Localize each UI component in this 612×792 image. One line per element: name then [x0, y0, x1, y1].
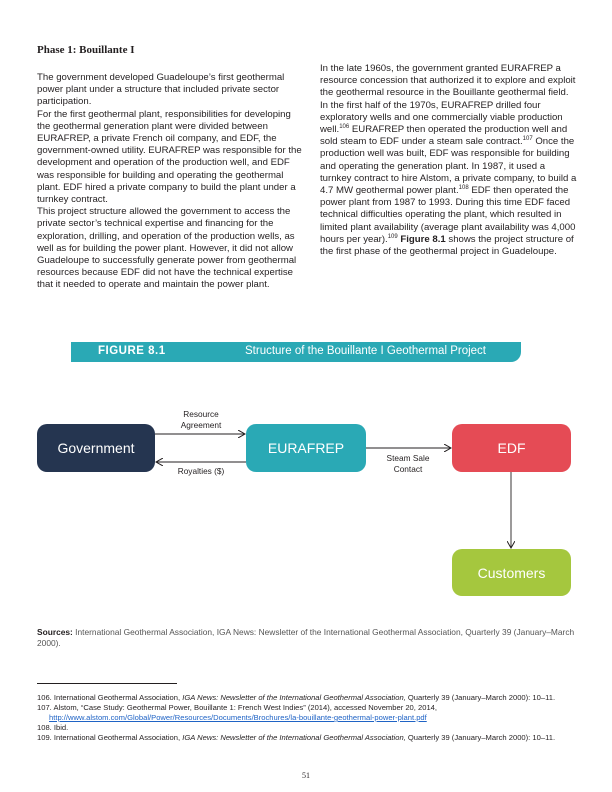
- page-number: 51: [302, 771, 310, 780]
- footnote-number: 106.: [37, 693, 52, 702]
- footnote-106: [37, 693, 577, 703]
- steam-sale-label: Steam Sale Contact: [386, 453, 430, 474]
- footnote-link[interactable]: http://www.alstom.com/Global/Power/Resources/Documents/Brochures/la-bouillante-geothermal-power-plant.pdf: [49, 713, 427, 722]
- edf-node: EDF: [452, 424, 571, 472]
- customers-node: Customers: [452, 549, 571, 596]
- figure-reference[interactable]: Figure 8.1: [400, 233, 446, 245]
- figure-title: Structure of the Bouillante I Geothermal Project: [245, 345, 486, 357]
- footnote-divider: [37, 683, 177, 684]
- eurafrep-node: EURAFREP: [246, 424, 366, 472]
- government-node: Government: [37, 424, 155, 472]
- footnote-text: Ibid.: [51, 723, 69, 732]
- sources-label: Sources:: [37, 627, 73, 637]
- footnote-ref-108[interactable]: 108: [458, 184, 469, 191]
- footnote-text: Quarterly 39 (January–March 2000): 10–11.: [405, 733, 556, 742]
- paragraph-structure-outcome: This project structure allowed the government to access the private sector’s technical expertise and financing for the exploration, drilling, and operation of the production wells, as well as for building the power plant. However, it did not allow Guadeloupe to successfully generate power from geothermal resources because EDF did not have the technical expertise that it needed to operate and maintain the power plant.: [37, 206, 297, 291]
- footnote-ref-106[interactable]: 106: [339, 123, 350, 130]
- footnote-number: 109.: [37, 733, 52, 742]
- footnote-number: 107.: [37, 703, 52, 712]
- figure-label: FIGURE 8.1: [98, 345, 166, 357]
- history-text-3: Once the production well was built, EDF was responsible for building and operating the generation plant. In 1987, it used a turnkey contract to hire Alstom, a private company, to build a 4.7 MW geothermal power plant.: [320, 136, 577, 197]
- footnotes: [37, 693, 577, 743]
- history-text-1: In the late 1960s, the government granted EURAFREP a resource concession that authorized it to explore and exploit the geothermal resource in the Bouillante geothermal field. In the first half of the 1970s, EURAFREP drilled four exploratory wells and one commercially viable production well.: [320, 63, 576, 136]
- history-text-5: shows the project structure of the first phase of the geothermal project in Guadeloupe.: [320, 233, 574, 258]
- history-text-4: EDF then operated the power plant from 1987 to 1993. During this time EDF faced technical difficulties operating the plant, which resulted in limited plant availability (average plant availability was 4,000 hours per year).: [320, 185, 576, 245]
- footnote-text: International Geothermal Association,: [51, 733, 183, 742]
- footnote-109: [37, 733, 577, 743]
- footnote-number: 108.: [37, 723, 52, 732]
- royalties-label: Royalties ($): [177, 466, 225, 476]
- sources-text: International Geothermal Association, IGA News: Newsletter of the International Geothermal Association, Quarterly 39 (January–March 2000).: [37, 627, 575, 648]
- resource-agreement-label: Resource Agreement: [180, 409, 222, 430]
- footnote-ref-107[interactable]: 107: [522, 136, 533, 143]
- figure-sources: [37, 627, 577, 649]
- footnote-108: [37, 723, 577, 733]
- footnote-text: Quarterly 39 (January–March 2000): 10–11.: [405, 693, 556, 702]
- history-text-2: EURAFREP then operated the production well and sold steam to EDF under a steam sale contract.: [320, 124, 568, 148]
- footnote-publication: IGA News: Newsletter of the International Geothermal Association,: [182, 733, 406, 742]
- section-heading: Phase 1: Bouillante I: [37, 44, 135, 56]
- footnote-ref-109[interactable]: 109: [387, 233, 398, 240]
- paragraph-intro: The government developed Guadeloupe’s first geothermal power plant under a structure that included private sector participation.: [37, 72, 285, 108]
- footnote-text: Alstom, “Case Study: Geothermal Power, Bouillante 1: French West Indies” (2014), accessed November 20, 2014,: [51, 703, 438, 712]
- paragraph-responsibilities: For the first geothermal plant, responsibilities for developing the geothermal generation plant were divided between EURAFREP, a private French oil company, and EDF, the government-owned utility. EURAFREP was responsible for the development and operation of the production well, and EDF was responsible for building and operating the geothermal plant. EDF hired a private company to build the plant under a turnkey contract.: [37, 108, 302, 206]
- footnote-107: [37, 703, 577, 723]
- footnote-text: International Geothermal Association,: [51, 693, 183, 702]
- footnote-publication: IGA News: Newsletter of the International Geothermal Association,: [182, 693, 406, 702]
